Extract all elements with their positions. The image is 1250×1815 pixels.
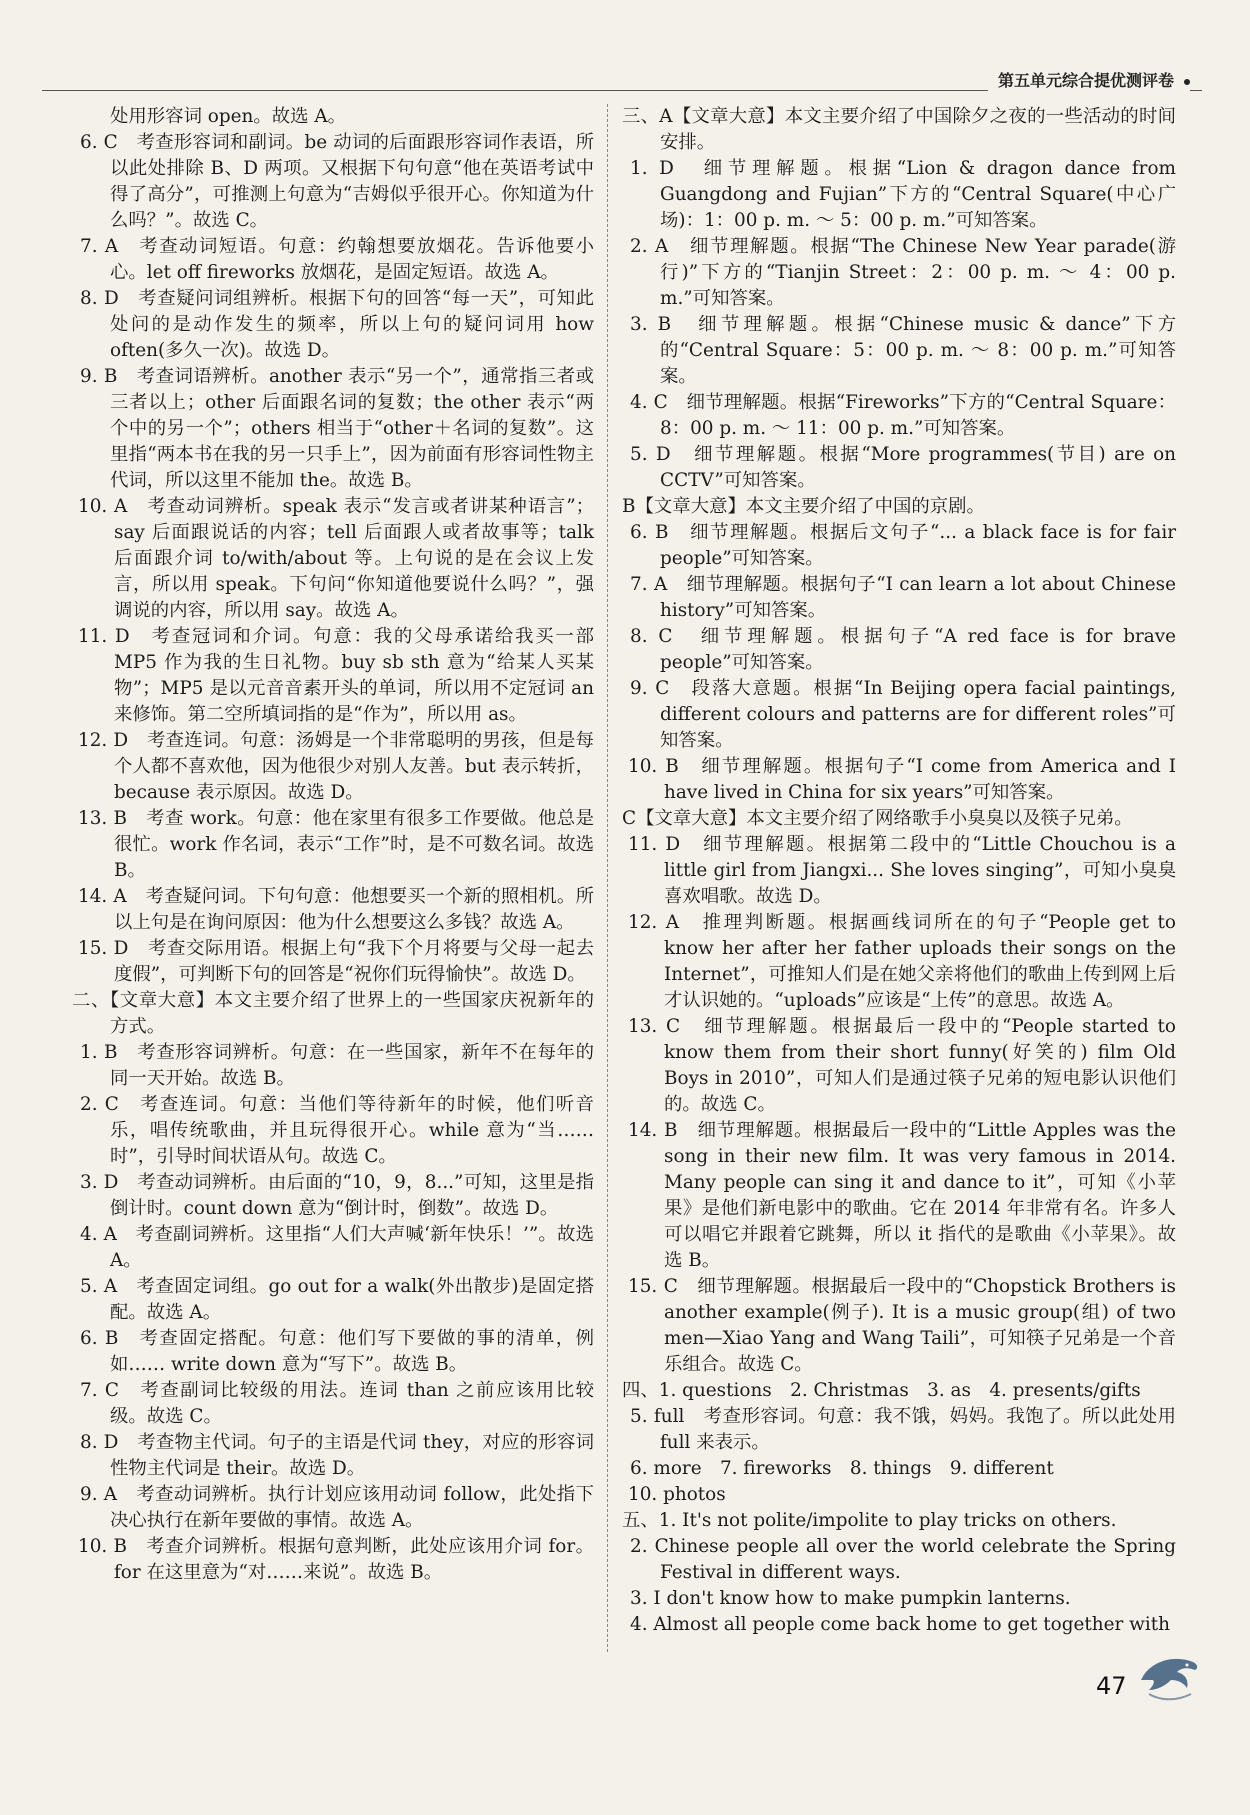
left-column-entry: 4. A 考查副词辨析。这里指“人们大声喊‘新年快乐！’”。故选 A。 [80,1224,594,1271]
right-column-entry: B【文章大意】本文主要介绍了中国的京剧。 [622,496,985,517]
left-column-entry: 6. C 考查形容词和副词。be 动词的后面跟形容词作表语，所以此处排除 B、D 两项。又根据下句句意“他在英语考试中得了高分”，可推测上句意为“吉姆似乎很开心。你知道为什么吗？”。故选 C。 [80,132,594,231]
right-column-entry: 四、1. questions 2. Christmas 3. as 4. presents/gifts [622,1380,1141,1401]
left-column-entry: 8. D 考查疑问词组辨析。根据下句的回答“每一天”，可知此处问的是动作发生的频率，所以上句的疑问词用 how often(多久一次)。故选 D。 [80,288,594,361]
page-number: 47 [1096,1672,1127,1700]
right-column-entry: 3. I don't know how to make pumpkin lanterns. [630,1588,1071,1609]
left-column-entry: 处用形容词 open。故选 A。 [110,106,347,127]
left-column-entry: 10. A 考查动词辨析。speak 表示“发言或者讲某种语言”；say 后面跟说话的内容；tell 后面跟人或者故事等；talk 后面跟介词 to/with/about 等。上句说的是在会议上发言，所以用 speak。下句问“你知道他要说什么吗？”，强调说的内容，所以用 say。故选 A。 [78,496,594,621]
left-column-entry: 7. A 考查动词短语。句意：约翰想要放烟花。告诉他要小心。let off fireworks 放烟花，是固定短语。故选 A。 [80,236,594,283]
column-divider [607,104,608,1652]
right-column-entry: 15. C 细节理解题。根据最后一段中的“Chopstick Brothers is another example(例子). It is a music group(组) of two men—Xiao Yang and Wang Taili”，可知筷子兄弟是一个音乐组合。故选 C。 [628,1276,1176,1375]
right-column-entry: 五、1. It's not polite/impolite to play tricks on others. [622,1510,1117,1531]
right-column-entry: C【文章大意】本文主要介绍了网络歌手小臭臭以及筷子兄弟。 [622,808,1133,829]
left-column-entry: 2. C 考查连词。句意：当他们等待新年的时候，他们听音乐，唱传统歌曲，并且玩得很开心。while 意为“当……时”，引导时间状语从句。故选 C。 [80,1094,594,1167]
right-column [622,104,1176,1638]
left-column-entry: 15. D 考查交际用语。根据上句“我下个月将要与父母一起去度假”，可判断下句的回答是“祝你们玩得愉快”。故选 D。 [78,938,594,985]
right-column-entry: 8. C 细节理解题。根据句子“A red face is for brave people”可知答案。 [630,626,1176,673]
right-column-entry: 10. photos [628,1484,726,1505]
left-column-entry: 7. C 考查副词比较级的用法。连词 than 之前应该用比较级。故选 C。 [80,1380,594,1427]
left-column-entry: 12. D 考查连词。句意：汤姆是一个非常聪明的男孩，但是每个人都不喜欢他，因为他很少对别人友善。but 表示转折，because 表示原因。故选 D。 [78,730,594,803]
left-column-entry: 1. B 考查形容词辨析。句意：在一些国家，新年不在每年的同一天开始。故选 B。 [80,1042,594,1089]
left-column-entry: 11. D 考查冠词和介词。句意：我的父母承诺给我买一部 MP5 作为我的生日礼物。buy sb sth 意为“给某人买某物”；MP5 是以元音音素开头的单词，所以用不定冠词 an 来修饰。第二空所填词指的是“作为”，所以用 as。 [78,626,594,725]
right-column-entry: 12. A 推理判断题。根据画线词所在的句子“People get to know her after her father uploads their songs on the Internet”，可推知人们是在她父亲将他们的歌曲上传到网上后才认识她的。“uploads”应该是“上传”的意思。故选 A。 [628,912,1176,1011]
right-column-entry: 3. B 细节理解题。根据“Chinese music & dance”下方的“Central Square：5：00 p. m. ～ 8：00 p. m.”可知答案。 [630,314,1176,387]
right-column-entry: 10. B 细节理解题。根据句子“I come from America and I have lived in China for six years”可知答案。 [628,756,1176,803]
left-column-entry: 3. D 考查动词辨析。由后面的“10，9，8...”可知，这里是指倒计时。count down 意为“倒计时，倒数”。故选 D。 [80,1172,594,1219]
left-column-entry: 6. B 考查固定搭配。句意：他们写下要做的事的清单，例如…… write down 意为“写下”。故选 B。 [80,1328,594,1375]
right-column-entry: 1. D 细节理解题。根据“Lion & dragon dance from Guangdong and Fujian”下方的“Central Square(中心广场)：1：00 p. m. ～ 5：00 p. m.”可知答案。 [630,158,1176,231]
right-column-entry: 2. A 细节理解题。根据“The Chinese New Year parade(游行)”下方的“Tianjin Street：2：00 p. m. ～ 4：00 p. m.”可知答案。 [630,236,1176,309]
left-column-entry: 5. A 考查固定词组。go out for a walk(外出散步)是固定搭配。故选 A。 [80,1276,594,1323]
dolphin-icon [1135,1640,1205,1710]
left-column-entry: 13. B 考查 work。句意：他在家里有很多工作要做。他总是很忙。work 作名词，表示“工作”时，是不可数名词。故选 B。 [78,808,594,881]
right-column-entry: 14. B 细节理解题。根据最后一段中的“Little Apples was the song in their new film. It was very famous in 2014. Many people can sing it and dance to it”，可知《小苹果》是他们新电影中的歌曲。它在 2014 年非常有名。许多人可以唱它并跟着它跳舞，所以 it 指代的是歌曲《小苹果》。故选 B。 [628,1120,1176,1271]
right-column-entry: 9. C 段落大意题。根据“In Beijing opera facial paintings, different colours and patterns are for different roles”可知答案。 [630,678,1176,751]
right-column-entry: 11. D 细节理解题。根据第二段中的“Little Chouchou is a little girl from Jiangxi... She loves singing”，可知小臭臭喜欢唱歌。故选 D。 [628,834,1176,907]
right-column-entry: 13. C 细节理解题。根据最后一段中的“People started to know them from their short funny(好笑的) film Old Boys in 2010”，可知人们是通过筷子兄弟的短电影认识他们的。故选 C。 [628,1016,1176,1115]
right-column-entry: 4. C 细节理解题。根据“Fireworks”下方的“Central Square：8：00 p. m. ～ 11：00 p. m.”可知答案。 [630,392,1176,439]
header-title-text: 第五单元综合提优测评卷 [997,71,1174,90]
right-column-entry: 2. Chinese people all over the world celebrate the Spring Festival in different ways. [630,1536,1176,1583]
left-column-entry: 10. B 考查介词辨析。根据句意判断，此处应该用介词 for。for 在这里意为“对……来说”。故选 B。 [78,1536,594,1583]
left-column-entry: 二、【文章大意】本文主要介绍了世界上的一些国家庆祝新年的方式。 [72,990,594,1037]
left-column-entry: 9. B 考查词语辨析。another 表示“另一个”，通常指三者或三者以上；other 后面跟名词的复数；the other 表示“两个中的另一个”；others 相当于“other＋名词的复数”。这里指“两本书在我的另一只手上”，因为前面有形容词性物主代词，所以这里不能加 the。故选 B。 [80,366,594,491]
right-column-entry: 6. B 细节理解题。根据后文句子“... a black face is for fair people”可知答案。 [630,522,1176,569]
right-column-entry: 5. full 考查形容词。句意：我不饿，妈妈。我饱了。所以此处用 full 来表示。 [630,1406,1176,1453]
right-column-entry: 7. A 细节理解题。根据句子“I can learn a lot about Chinese history”可知答案。 [630,574,1176,621]
left-column [72,104,594,1586]
right-column-entry: 6. more 7. fireworks 8. things 9. different [630,1458,1054,1479]
header-title [988,68,1190,91]
right-column-entry: 5. D 细节理解题。根据“More programmes(节目) are on CCTV”可知答案。 [630,444,1176,491]
left-column-entry: 9. A 考查动词辨析。执行计划应该用动词 follow，此处指下决心执行在新年要做的事情。故选 A。 [80,1484,594,1531]
left-column-entry: 8. D 考查物主代词。句子的主语是代词 they，对应的形容词性物主代词是 their。故选 D。 [80,1432,594,1479]
right-column-entry: 4. Almost all people come back home to get together with [630,1614,1171,1635]
left-column-entry: 14. A 考查疑问词。下句句意：他想要买一个新的照相机。所以上句是在询问原因：他为什么想要这么多钱？故选 A。 [78,886,594,933]
bullet-dot-icon [1184,79,1190,85]
right-column-entry: 三、A【文章大意】本文主要介绍了中国除夕之夜的一些活动的时间安排。 [622,106,1176,153]
